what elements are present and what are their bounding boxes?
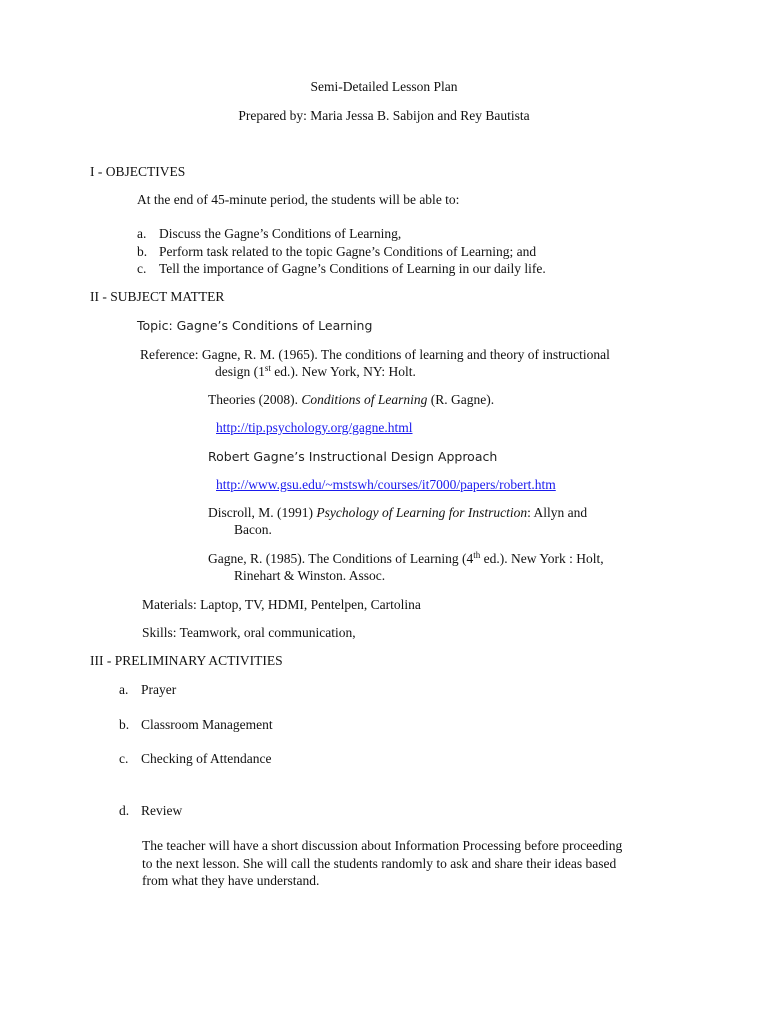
activity-text: Checking of Attendance: [141, 751, 272, 766]
skills-line: Skills: Teamwork, oral communication,: [142, 625, 356, 640]
objective-text: Perform task related to the topic Gagne’s Conditions of Learning; and: [159, 244, 537, 259]
reference-3: Robert Gagne’s Instructional Design Approach: [208, 449, 498, 464]
reference-text: (R. Gagne).: [427, 392, 495, 407]
reference-4-line2: Bacon.: [234, 522, 272, 537]
subject-matter-heading: II - SUBJECT MATTER: [90, 289, 225, 304]
list-marker: d.: [119, 803, 130, 818]
reference-text: Gagne, R. (1985). The Conditions of Learning (4: [208, 551, 474, 566]
review-paragraph-line: from what they have understand.: [142, 873, 320, 888]
reference-text: design (1: [215, 364, 265, 379]
reference-text: ed.). New York : Holt,: [480, 551, 604, 566]
link-gsu[interactable]: http://www.gsu.edu/~mstswh/courses/it7000/papers/robert.htm: [216, 477, 556, 492]
list-marker: a.: [137, 226, 147, 241]
list-marker: a.: [119, 682, 129, 697]
list-marker: c.: [137, 261, 147, 276]
activity-item: [119, 716, 273, 733]
objectives-intro: At the end of 45-minute period, the students will be able to:: [137, 192, 460, 207]
superscript: st: [264, 363, 271, 373]
reference-text: Theories (2008).: [208, 392, 302, 407]
reference-1-line2: [215, 363, 416, 380]
reference-title: Conditions of Learning: [301, 392, 428, 407]
preliminary-heading: III - PRELIMINARY ACTIVITIES: [90, 653, 283, 668]
objective-item: [137, 260, 546, 277]
reference-5-line1: [208, 550, 604, 567]
materials-line: Materials: Laptop, TV, HDMI, Pentelpen, Cartolina: [142, 597, 421, 612]
reference-text: Discroll, M. (1991): [208, 505, 317, 520]
reference-5-line2: Rinehart & Winston. Assoc.: [234, 568, 386, 583]
activity-text: Classroom Management: [141, 717, 273, 732]
activity-item: [119, 750, 271, 767]
document-title: Semi-Detailed Lesson Plan: [310, 79, 458, 94]
list-marker: b.: [119, 717, 130, 732]
reference-4-line1: [208, 504, 587, 521]
objectives-heading: I - OBJECTIVES: [90, 164, 186, 179]
objective-item: [137, 225, 401, 242]
reference-1-line1: Reference: Gagne, R. M. (1965). The conditions of learning and theory of instructional: [140, 347, 610, 362]
list-marker: b.: [137, 244, 148, 259]
objective-item: [137, 243, 536, 260]
topic-line: Topic: Gagne’s Conditions of Learning: [137, 318, 373, 333]
reference-title: Psychology of Learning for Instruction: [316, 505, 528, 520]
review-paragraph-line: The teacher will have a short discussion about Information Processing before proceeding: [142, 838, 623, 853]
reference-2: [208, 391, 494, 408]
objective-text: Tell the importance of Gagne’s Conditions of Learning in our daily life.: [159, 261, 546, 276]
activity-item: [119, 681, 176, 698]
link-tip-psychology[interactable]: http://tip.psychology.org/gagne.html: [216, 420, 413, 435]
activity-text: Prayer: [141, 682, 177, 697]
prepared-by: Prepared by: Maria Jessa B. Sabijon and Rey Bautista: [238, 108, 530, 123]
activity-item: [119, 802, 182, 819]
reference-text: : Allyn and: [527, 505, 588, 520]
reference-text: ed.). New York, NY: Holt.: [270, 364, 416, 379]
review-paragraph-line: to the next lesson. She will call the students randomly to ask and share their ideas based: [142, 856, 617, 871]
objective-text: Discuss the Gagne’s Conditions of Learning,: [159, 226, 402, 241]
list-marker: c.: [119, 751, 129, 766]
superscript: th: [473, 550, 481, 560]
activity-text: Review: [141, 803, 183, 818]
